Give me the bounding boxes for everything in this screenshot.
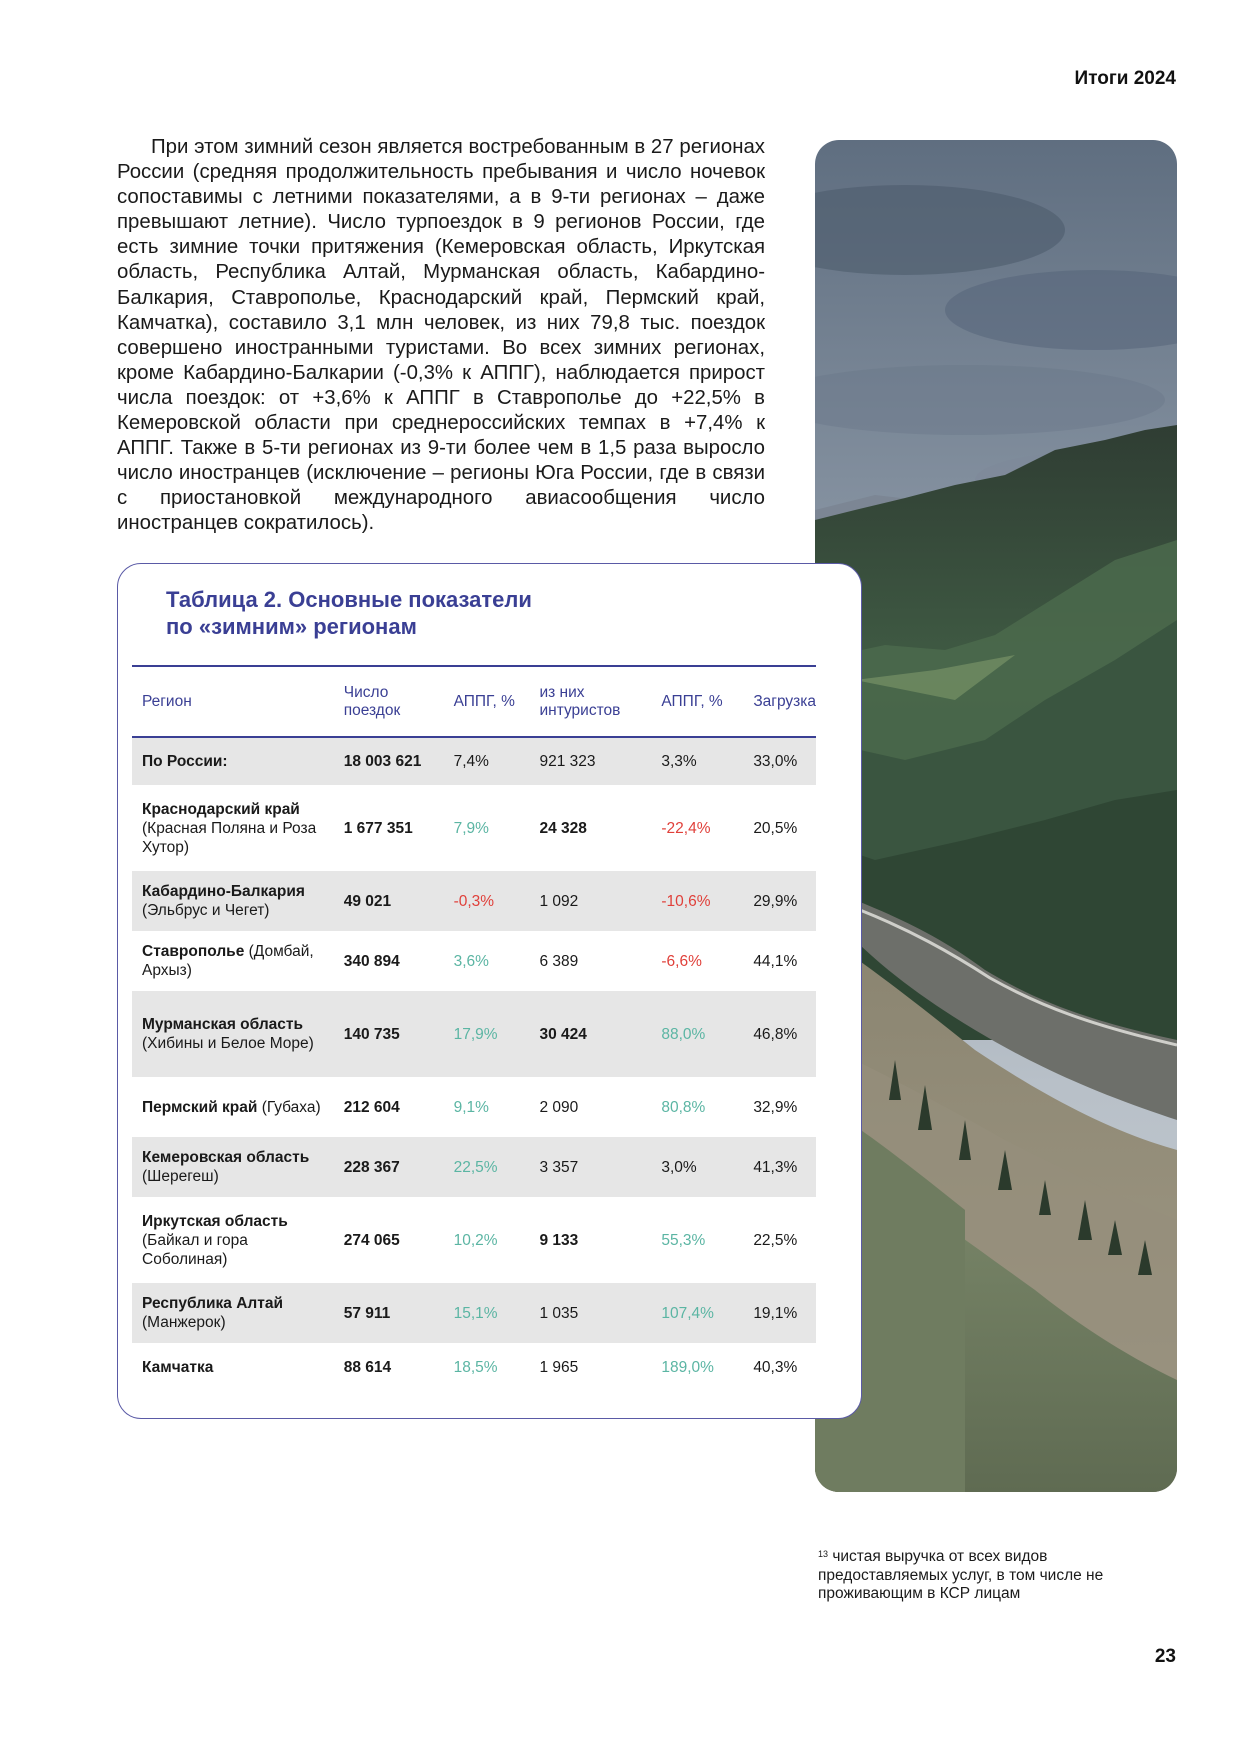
cell-appg-foreign: 3,3% xyxy=(661,753,697,770)
region-name: Пермский край xyxy=(142,1098,258,1116)
cell-trips: 340 894 xyxy=(343,952,400,970)
cell-appg: 22,5% xyxy=(453,1158,498,1176)
region-name: Иркутская область xyxy=(142,1212,288,1230)
cell-appg-foreign: -6,6% xyxy=(661,952,702,970)
cell-appg: 15,1% xyxy=(453,1304,498,1322)
cell-trips: 140 735 xyxy=(343,1025,400,1043)
cell-appg: 7,9% xyxy=(453,819,489,837)
region-name: Мурманская область xyxy=(142,1016,304,1033)
header-appg: АППГ, % xyxy=(453,692,515,710)
cell-appg: -0,3% xyxy=(453,892,495,910)
cell-region xyxy=(132,931,334,991)
cell-region xyxy=(132,991,334,1077)
table-row xyxy=(132,1137,816,1197)
cell-trips: 212 604 xyxy=(343,1098,400,1116)
body-paragraph: При этом зимний сезон является востребованным в 27 регионах России (средняя продолжительность пребывания и число ночевок сопоставимы с летними показателями, а в 9-ти регионах – даже превышают летние). Число турпоездок в 9 регионов России, где есть зимние точки притяжения (Кемеровская область, Иркутская область, Республика Алтай, Мурманская область, Кабардино-Балкария, Ставрополье, Краснодарский край, Пермский край, Камчатка), составило 3,1 млн человек, из них 79,8 тыс. поездок совершено иностранными туристами. Во всех зимних регионах, кроме Кабардино-Балкарии (-0,3% к АППГ), наблюдается прирост числа поездок: от +3,6% к АППГ в Ставрополье до +22,5% в Кемеровской области при среднероссийских темпах в +7,4% к АППГ. Также в 5-ти регионах из 9-ти более чем в 1,5 раза выросло число иностранцев (исключение – регионы Юга России, где в связи с приостановкой международного авиасообщения число иностранцев сократилось). xyxy=(117,136,765,535)
cell-region xyxy=(132,1077,334,1137)
cell-trips: 228 367 xyxy=(343,1158,400,1176)
cell-region xyxy=(132,1137,334,1197)
cell-appg: 10,2% xyxy=(453,1231,498,1249)
cell-appg: 9,1% xyxy=(453,1098,489,1116)
cell-load: 46,8% xyxy=(753,1025,798,1043)
cell-region xyxy=(132,785,334,871)
table-row xyxy=(132,785,816,871)
cell-load: 29,9% xyxy=(753,892,798,910)
cell-appg: 18,5% xyxy=(453,1358,498,1376)
cell-foreign-tourists: 1 965 xyxy=(539,1358,579,1376)
cell-appg-foreign: 80,8% xyxy=(661,1098,706,1116)
footnote xyxy=(818,1548,1118,1604)
region-detail: (Манжерок) xyxy=(142,1314,226,1331)
region-name: Краснодарский край xyxy=(142,800,300,818)
cell-appg-foreign: 88,0% xyxy=(661,1025,706,1043)
region-name: Камчатка xyxy=(142,1358,214,1376)
mountain-river-photo xyxy=(815,140,1177,1492)
cell-foreign-tourists: 3 357 xyxy=(539,1158,579,1176)
cell-trips: 18 003 621 xyxy=(343,753,422,770)
cell-appg-foreign: -22,4% xyxy=(661,819,711,837)
table-row xyxy=(132,931,816,991)
cell-trips: 49 021 xyxy=(343,892,392,910)
cell-trips: 88 614 xyxy=(343,1358,392,1376)
table-row xyxy=(132,737,816,785)
cell-region xyxy=(132,737,334,785)
cell-region xyxy=(132,1343,334,1391)
cell-load: 32,9% xyxy=(753,1098,798,1116)
region-detail: (Хибины и Белое Море) xyxy=(142,1035,314,1052)
cell-appg-foreign: -10,6% xyxy=(661,892,711,910)
table-header-row xyxy=(132,666,816,737)
cell-load: 40,3% xyxy=(753,1358,798,1376)
cell-foreign-tourists: 9 133 xyxy=(539,1231,579,1249)
page-header-title: Итоги 2024 xyxy=(1074,68,1176,89)
footnote-text: чистая выручка от всех видов предоставляемых услуг, в том числе не проживающим в КСР лицам xyxy=(818,1548,1104,1602)
region-detail: (Эльбрус и Чегет) xyxy=(142,902,270,919)
cell-load: 33,0% xyxy=(753,753,798,770)
region-name: Кабардино-Балкария xyxy=(142,883,305,900)
cell-appg: 3,6% xyxy=(453,952,489,970)
region-detail: (Домбай, Архыз) xyxy=(142,943,314,979)
cell-foreign-tourists: 1 092 xyxy=(539,892,579,910)
header-region: Регион xyxy=(142,692,192,710)
table-row xyxy=(132,1197,816,1283)
cell-appg: 17,9% xyxy=(453,1025,498,1043)
winter-regions-table-card xyxy=(117,563,862,1419)
cell-appg-foreign: 3,0% xyxy=(661,1158,697,1176)
header-appg-foreign: АППГ, % xyxy=(661,692,723,710)
cell-appg-foreign: 189,0% xyxy=(661,1358,714,1376)
header-foreign-tourists: из них интуристов xyxy=(539,683,621,719)
cell-foreign-tourists: 2 090 xyxy=(539,1098,579,1116)
table-row xyxy=(132,991,816,1077)
header-trips: Число поездок xyxy=(343,683,401,719)
winter-regions-table xyxy=(132,665,816,1391)
cell-load: 22,5% xyxy=(753,1231,798,1249)
region-name: По России: xyxy=(142,753,228,770)
cell-foreign-tourists: 6 389 xyxy=(539,952,579,970)
table-title-line-1: Таблица 2. Основные показатели xyxy=(166,587,532,612)
table-row xyxy=(132,1283,816,1343)
cell-region xyxy=(132,1197,334,1283)
cell-foreign-tourists: 30 424 xyxy=(539,1025,587,1043)
table-row xyxy=(132,1343,816,1391)
cell-region xyxy=(132,871,334,931)
region-detail: (Шерегеш) xyxy=(142,1168,219,1185)
table-title xyxy=(166,586,532,640)
cell-load: 19,1% xyxy=(753,1304,798,1322)
footnote-marker: 13 xyxy=(818,1549,829,1559)
cell-foreign-tourists: 24 328 xyxy=(539,819,587,837)
cell-foreign-tourists: 921 323 xyxy=(539,753,596,770)
region-name: Кемеровская область xyxy=(142,1149,310,1166)
cell-appg: 7,4% xyxy=(453,753,489,770)
table-title-line-2: по «зимним» регионам xyxy=(166,614,417,639)
cell-trips: 1 677 351 xyxy=(343,819,413,837)
cell-appg-foreign: 107,4% xyxy=(661,1304,714,1322)
cell-trips: 274 065 xyxy=(343,1231,400,1249)
region-detail: (Красная Поляна и Роза Хутор) xyxy=(142,819,317,856)
cell-appg-foreign: 55,3% xyxy=(661,1231,706,1249)
region-detail: (Губаха) xyxy=(257,1098,321,1116)
region-name: Ставрополье xyxy=(142,943,245,960)
cell-foreign-tourists: 1 035 xyxy=(539,1304,579,1322)
region-detail: (Байкал и гора Соболиная) xyxy=(142,1231,248,1268)
cell-trips: 57 911 xyxy=(343,1304,391,1322)
page-number: 23 xyxy=(1154,1646,1176,1667)
table-row xyxy=(132,871,816,931)
cell-region xyxy=(132,1283,334,1343)
cell-load: 44,1% xyxy=(753,952,798,970)
cell-load: 20,5% xyxy=(753,819,798,837)
header-load: Загрузка xyxy=(753,692,816,710)
region-name: Республика Алтай xyxy=(142,1295,283,1312)
table-row xyxy=(132,1077,816,1137)
cell-load: 41,3% xyxy=(753,1158,798,1176)
